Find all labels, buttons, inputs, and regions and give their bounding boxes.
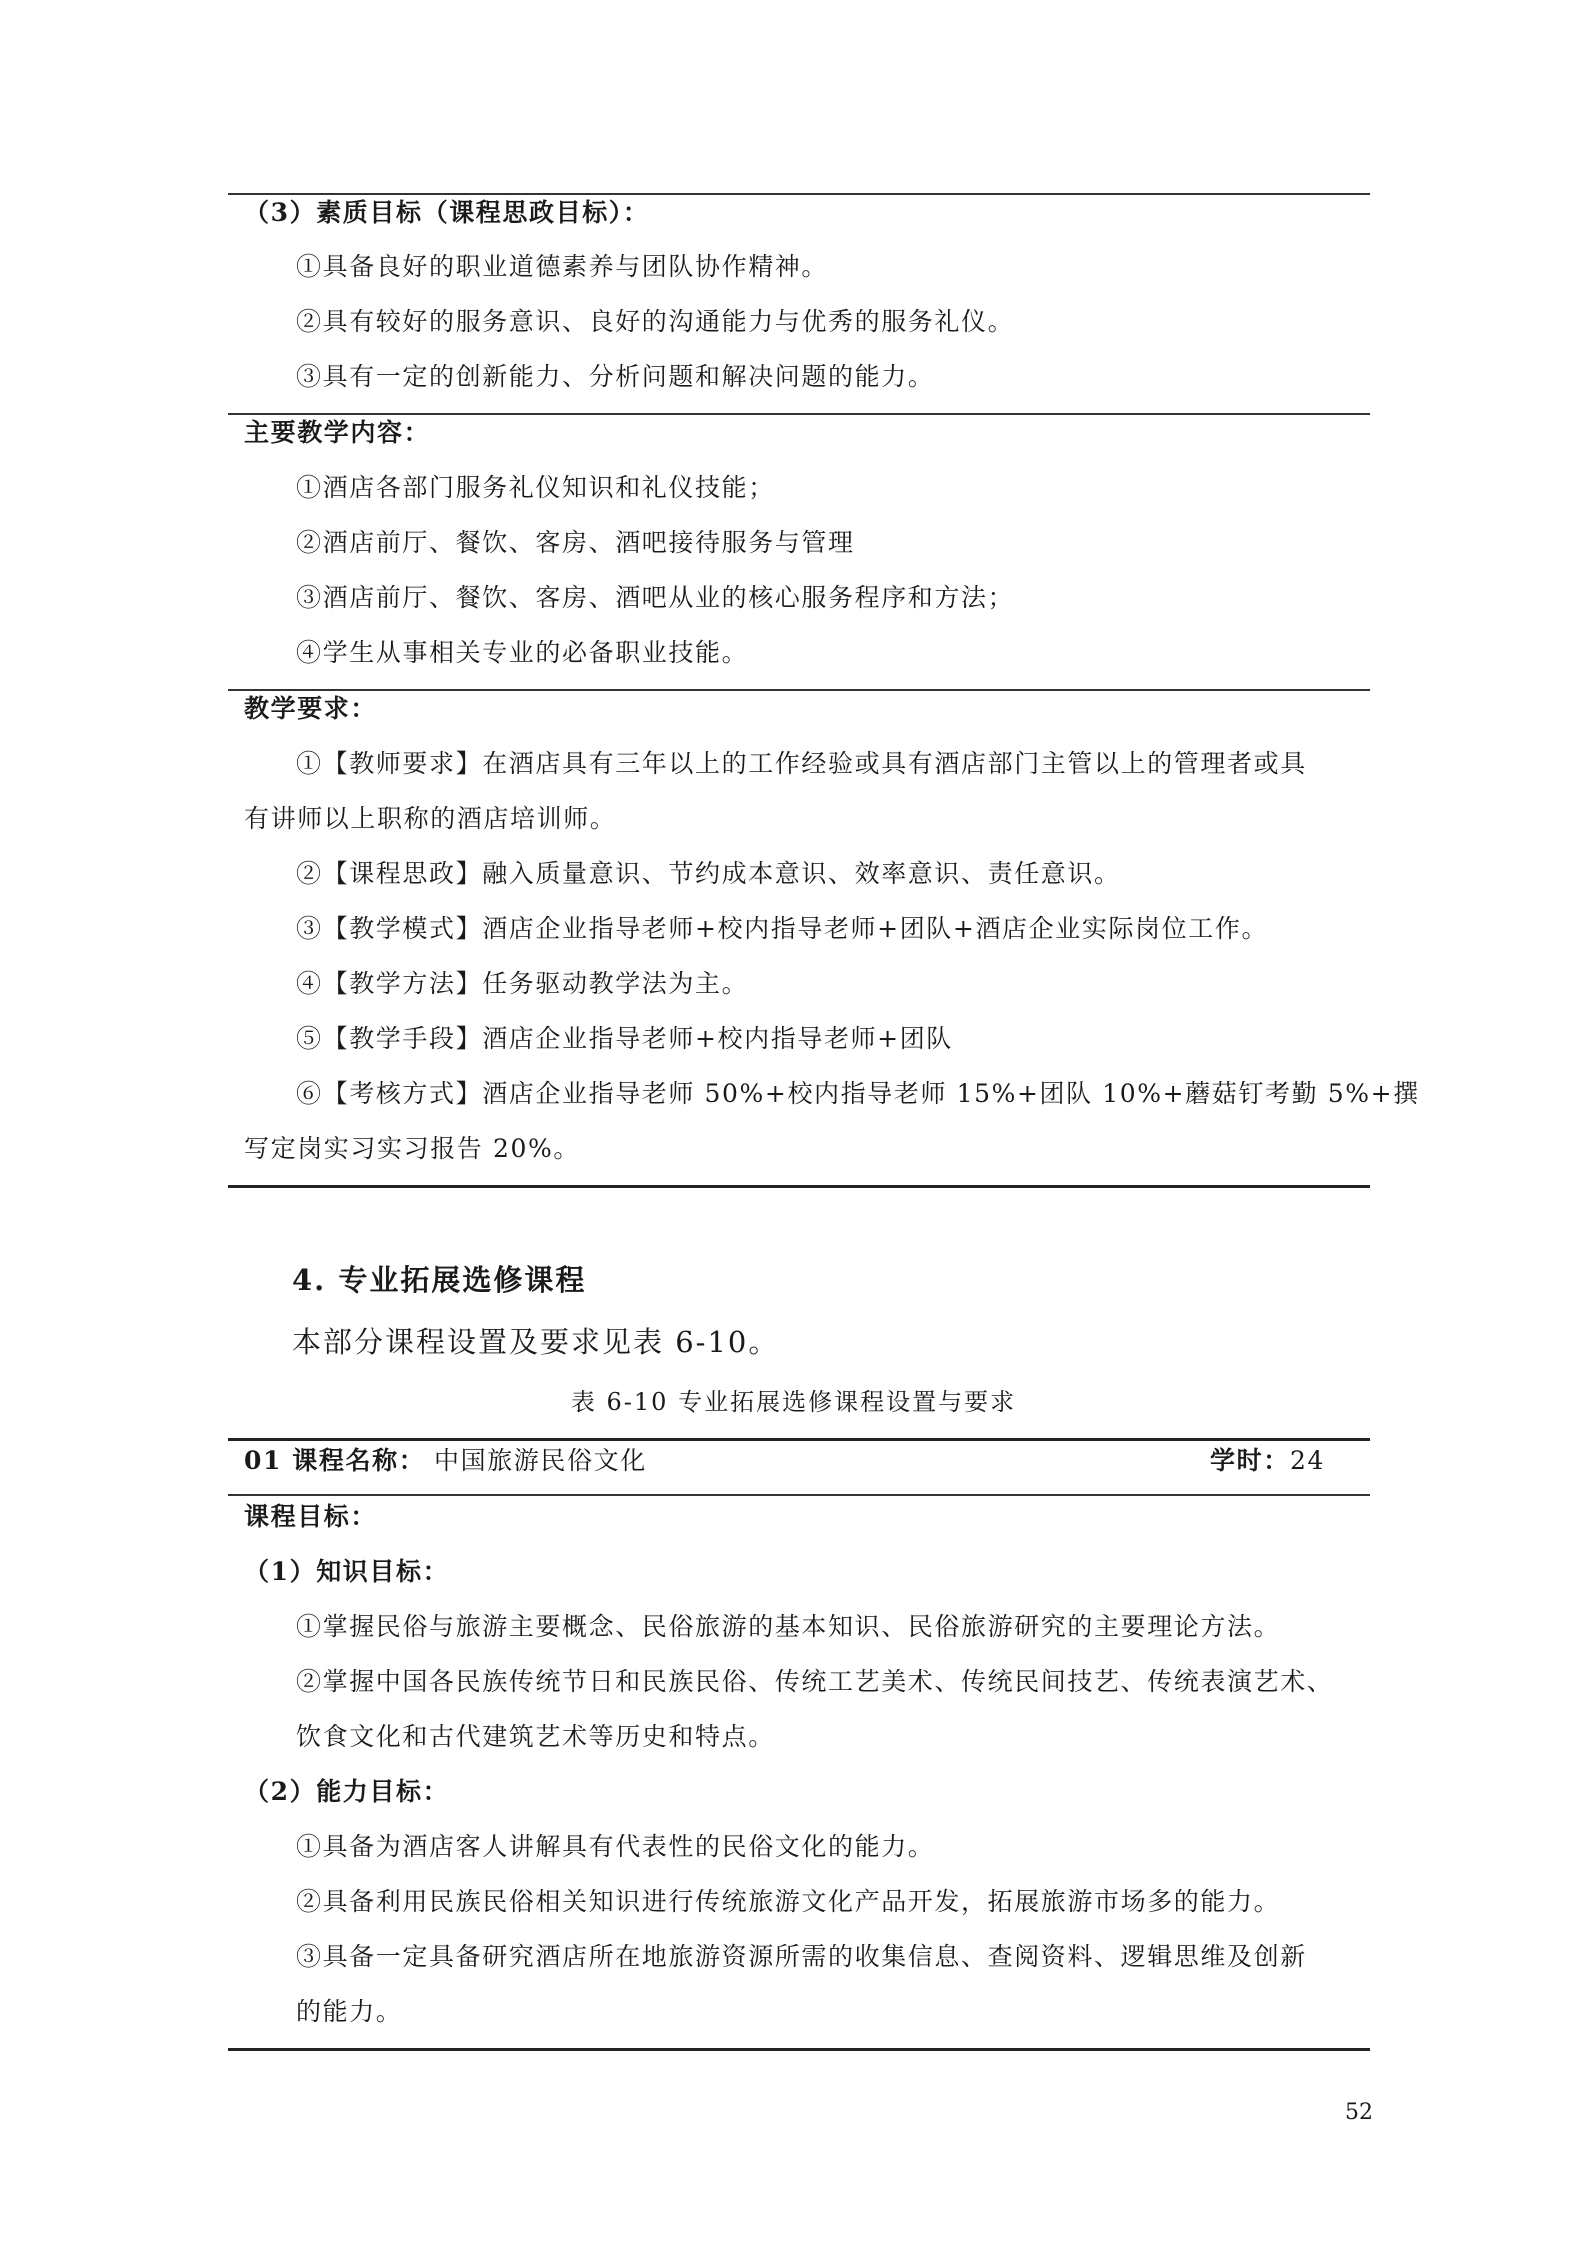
knowledge-line: 饮食文化和古代建筑艺术等历史和特点。 — [296, 1722, 775, 1751]
content-item: ②酒店前厅、餐饮、客房、酒吧接待服务与管理 — [296, 528, 855, 557]
content-title: 主要教学内容： — [244, 418, 431, 447]
content-item: ③酒店前厅、餐饮、客房、酒吧从业的核心服务程序和方法； — [296, 583, 1015, 612]
course-name-label: 01 课程名称： — [244, 1446, 426, 1475]
section-heading: 4. 专业拓展选修课程 — [292, 1263, 587, 1297]
requirement-line: ④【教学方法】任务驱动教学法为主。 — [296, 969, 749, 998]
table-caption: 表 6-10 专业拓展选修课程设置与要求 — [570, 1388, 1017, 1416]
knowledge-goal-title: （1）知识目标： — [244, 1557, 450, 1586]
course-name-value: 中国旅游民俗文化 — [434, 1446, 647, 1475]
quality-item: ③具有一定的创新能力、分析问题和解决问题的能力。 — [296, 362, 935, 391]
knowledge-line: ①掌握民俗与旅游主要概念、民俗旅游的基本知识、民俗旅游研究的主要理论方法。 — [296, 1612, 1281, 1641]
table-rule — [228, 2048, 1370, 2051]
table-rule — [228, 689, 1370, 691]
requirement-line: ③【教学模式】酒店企业指导老师+校内指导老师+团队+酒店企业实际岗位工作。 — [296, 914, 1269, 943]
ability-line: 的能力。 — [296, 1997, 403, 2026]
ability-line: ③具备一定具备研究酒店所在地旅游资源所需的收集信息、查阅资料、逻辑思维及创新 — [296, 1942, 1307, 1971]
requirement-line: ⑥【考核方式】酒店企业指导老师 50%+校内指导老师 15%+团队 10%+蘑菇钉考勤 5%+撰 — [296, 1079, 1420, 1108]
section-intro: 本部分课程设置及要求见表 6-10。 — [292, 1325, 780, 1359]
requirement-line: 有讲师以上职称的酒店培训师。 — [244, 804, 617, 833]
table-rule — [228, 1438, 1370, 1441]
knowledge-line: ②掌握中国各民族传统节日和民族民俗、传统工艺美术、传统民间技艺、传统表演艺术、 — [296, 1667, 1334, 1696]
quality-item: ②具有较好的服务意识、良好的沟通能力与优秀的服务礼仪。 — [296, 307, 1015, 336]
requirements-title: 教学要求： — [244, 694, 378, 723]
table-rule — [228, 413, 1370, 415]
course-hours-value: 24 — [1290, 1446, 1326, 1475]
requirement-line: ⑤【教学手段】酒店企业指导老师+校内指导老师+团队 — [296, 1024, 953, 1053]
table-rule — [228, 193, 1370, 195]
requirement-line: ①【教师要求】在酒店具有三年以上的工作经验或具有酒店部门主管以上的管理者或具 — [296, 749, 1307, 778]
table-rule — [228, 1185, 1370, 1188]
ability-goal-title: （2）能力目标： — [244, 1777, 450, 1806]
course-hours-label: 学时： — [1210, 1446, 1290, 1475]
requirement-line: ②【课程思政】融入质量意识、节约成本意识、效率意识、责任意识。 — [296, 859, 1121, 888]
quality-goal-title: （3）素质目标（课程思政目标）： — [244, 198, 650, 227]
ability-line: ①具备为酒店客人讲解具有代表性的民俗文化的能力。 — [296, 1832, 935, 1861]
table-rule — [228, 1494, 1370, 1496]
course-goal-title: 课程目标： — [244, 1502, 378, 1531]
quality-item: ①具备良好的职业道德素养与团队协作精神。 — [296, 252, 829, 281]
content-item: ①酒店各部门服务礼仪知识和礼仪技能； — [296, 473, 775, 502]
page-number: 52 — [1345, 2100, 1373, 2125]
ability-line: ②具备利用民族民俗相关知识进行传统旅游文化产品开发，拓展旅游市场多的能力。 — [296, 1887, 1281, 1916]
requirement-line: 写定岗实习实习报告 20%。 — [244, 1134, 580, 1163]
content-item: ④学生从事相关专业的必备职业技能。 — [296, 638, 749, 667]
